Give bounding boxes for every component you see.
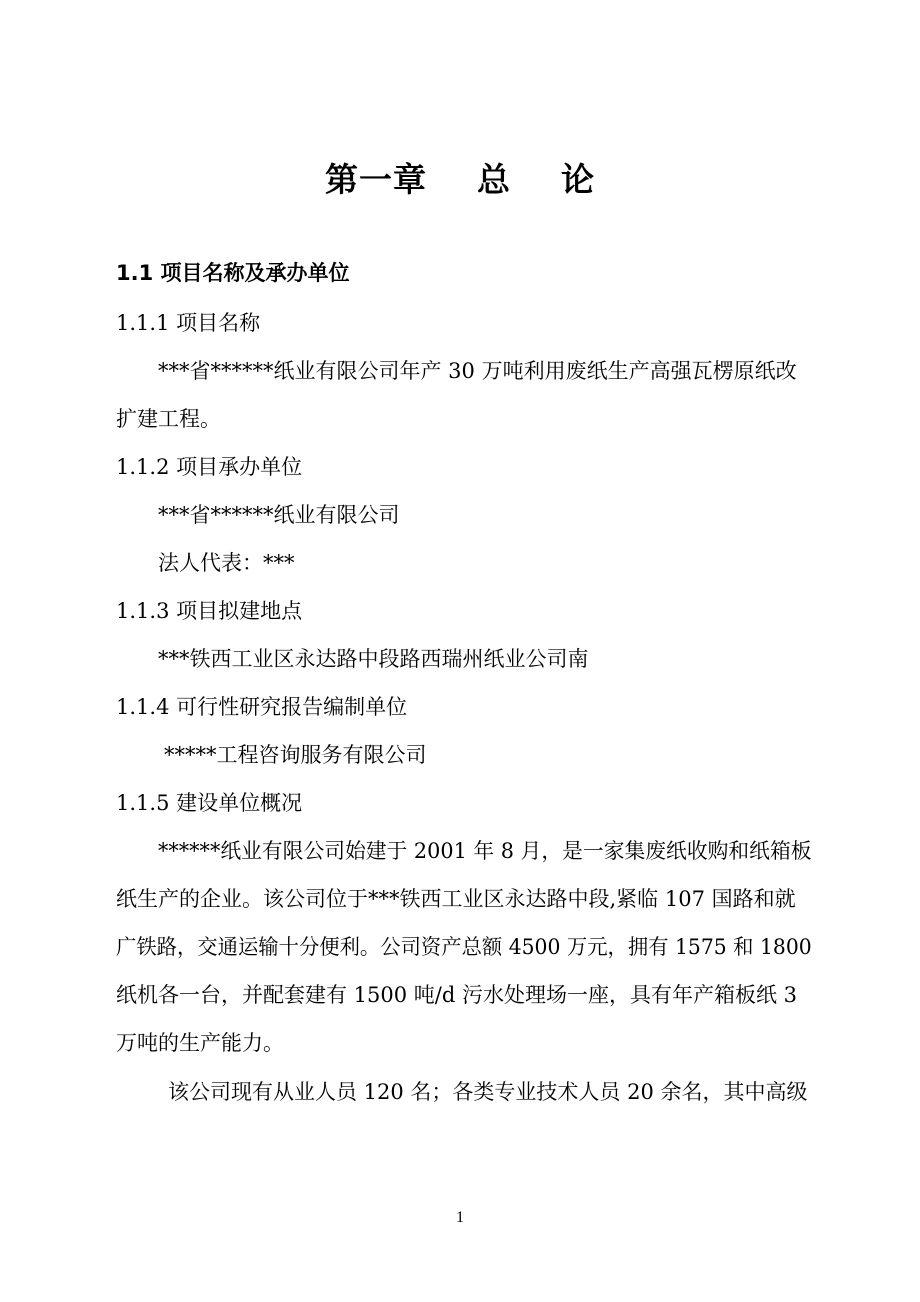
project-name-line-2: 扩建工程。	[116, 407, 221, 431]
subsection-heading-1-1-2: 1.1.2 项目承办单位	[116, 455, 303, 479]
overview-line-5: 万吨的生产能力。	[116, 1031, 284, 1055]
staff-line-1: 该公司现有从业人员 120 名；各类专业技术人员 20 余名，其中高级	[168, 1080, 808, 1104]
overview-line-3: 广铁路，交通运输十分便利。公司资产总额 4500 万元，拥有 1575 和 1800	[116, 935, 812, 959]
overview-line-2: 纸生产的企业。该公司位于***铁西工业区永达路中段,紧临 107 国路和就	[116, 887, 796, 911]
overview-line-1: ******纸业有限公司始建于 2001 年 8 月，是一家集废纸收购和纸箱板	[158, 839, 812, 863]
legal-representative: 法人代表：***	[158, 551, 295, 575]
report-unit: *****工程咨询服务有限公司	[164, 743, 427, 767]
chapter-title: 第一章 总 论	[325, 160, 595, 199]
page-number: 1	[456, 1209, 464, 1226]
site-location: ***铁西工业区永达路中段路西瑞州纸业公司南	[158, 647, 589, 671]
subsection-heading-1-1-1: 1.1.1 项目名称	[116, 311, 261, 335]
subsection-heading-1-1-3: 1.1.3 项目拟建地点	[116, 599, 303, 623]
subsection-heading-1-1-5: 1.1.5 建设单位概况	[116, 791, 303, 815]
sponsor-company: ***省******纸业有限公司	[158, 503, 400, 527]
overview-line-4: 纸机各一台，并配套建有 1500 吨/d 污水处理场一座，具有年产箱板纸 3	[116, 983, 798, 1007]
project-name-line-1: ***省******纸业有限公司年产 30 万吨利用废纸生产高强瓦楞原纸改	[158, 359, 797, 383]
section-heading-1-1: 1.1 项目名称及承办单位	[116, 261, 350, 285]
subsection-heading-1-1-4: 1.1.4 可行性研究报告编制单位	[116, 695, 408, 719]
